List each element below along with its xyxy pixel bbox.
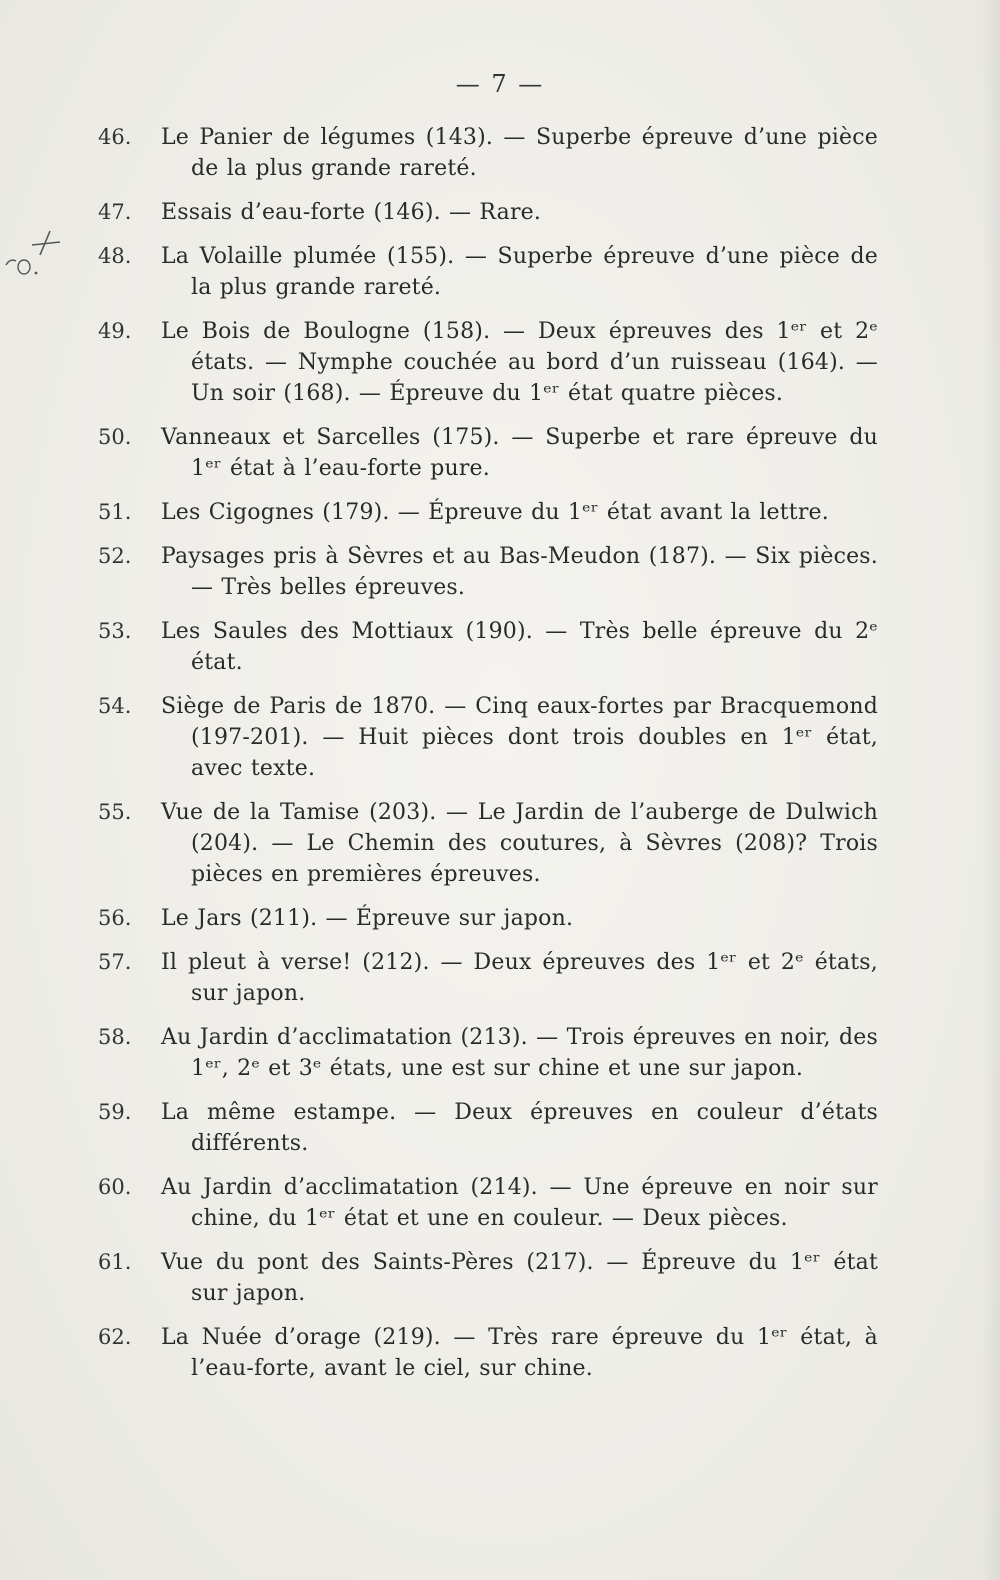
page-number: — 7 — <box>455 70 545 98</box>
entry-number: 50. <box>98 425 132 449</box>
catalog-entry <box>98 497 878 528</box>
entry-number: 59. <box>98 1100 132 1124</box>
entry-text: Le Jars (211). — Épreuve sur japon. <box>161 906 574 931</box>
catalog-entry <box>98 241 878 303</box>
entry-text: Au Jardin d’acclimatation (213). — Trois épreuves en noir, des 1ᵉʳ, 2ᵉ et 3ᵉ états, une est sur chine et une sur japon. <box>161 1025 878 1081</box>
entry-number: 53. <box>98 619 132 643</box>
scan-edge-shadow <box>982 0 1000 1580</box>
entry-number: 55. <box>98 800 132 824</box>
entry-text: Le Panier de légumes (143). — Superbe épreuve d’une pièce de la plus grande rareté. <box>161 125 878 181</box>
entry-text: Paysages pris à Sèvres et au Bas-Meudon (187). — Six pièces. — Très belles épreuves. <box>161 544 878 600</box>
entry-number: 52. <box>98 544 132 568</box>
catalog-entry <box>98 197 878 228</box>
entry-number: 49. <box>98 319 132 343</box>
catalog-entry <box>98 1097 878 1159</box>
catalog-entry <box>98 1322 878 1384</box>
entry-number: 56. <box>98 906 132 930</box>
catalog-entry <box>98 797 878 890</box>
catalog-entries <box>98 122 878 1384</box>
entry-text: Au Jardin d’acclimatation (214). — Une épreuve en noir sur chine, du 1ᵉʳ état et une en couleur. — Deux pièces. <box>161 1175 878 1231</box>
handwritten-margin-annotation <box>2 225 82 285</box>
entry-number: 46. <box>98 125 132 149</box>
entry-number: 54. <box>98 694 132 718</box>
catalog-entry <box>98 691 878 784</box>
entry-text: La Nuée d’orage (219). — Très rare épreuve du 1ᵉʳ état, à l’eau-forte, avant le ciel, sur chine. <box>161 1325 878 1381</box>
entry-text: Essais d’eau-forte (146). — Rare. <box>161 200 542 225</box>
entry-text: La même estampe. — Deux épreuves en couleur d’états différents. <box>161 1100 878 1156</box>
entry-text: Il pleut à verse! (212). — Deux épreuves des 1ᵉʳ et 2ᵉ états, sur japon. <box>161 950 878 1006</box>
catalog-entry <box>98 541 878 603</box>
catalog-entry <box>98 903 878 934</box>
entry-number: 60. <box>98 1175 132 1199</box>
catalog-entry <box>98 316 878 409</box>
entry-text: La Volaille plumée (155). — Superbe épreuve d’une pièce de la plus grande rareté. <box>161 244 878 300</box>
entry-number: 58. <box>98 1025 132 1049</box>
entry-text: Les Cigognes (179). — Épreuve du 1ᵉʳ état avant la lettre. <box>161 500 829 525</box>
catalog-entry <box>98 122 878 184</box>
catalog-entry <box>98 1022 878 1084</box>
catalog-entry <box>98 1172 878 1234</box>
catalog-entry <box>98 1247 878 1309</box>
catalog-entry <box>98 947 878 1009</box>
entry-text: Vue de la Tamise (203). — Le Jardin de l’auberge de Dulwich (204). — Le Chemin des coutures, à Sèvres (208)? Trois pièces en premières épreuves. <box>161 800 878 887</box>
entry-number: 47. <box>98 200 132 224</box>
catalog-entry <box>98 616 878 678</box>
entry-text: Siège de Paris de 1870. — Cinq eaux-fortes par Bracquemond (197-201). — Huit pièces dont trois doubles en 1ᵉʳ état, avec texte. <box>161 694 878 781</box>
entry-text: Le Bois de Boulogne (158). — Deux épreuves des 1ᵉʳ et 2ᵉ états. — Nymphe couchée au bord d’un ruisseau (164). — Un soir (168). — Épreuve du 1ᵉʳ état quatre pièces. <box>161 319 878 406</box>
entry-number: 57. <box>98 950 132 974</box>
entry-number: 51. <box>98 500 132 524</box>
entry-text: Vue du pont des Saints-Pères (217). — Épreuve du 1ᵉʳ état sur japon. <box>161 1250 878 1306</box>
catalog-entry <box>98 422 878 484</box>
entry-number: 48. <box>98 244 132 268</box>
entry-text: Les Saules des Mottiaux (190). — Très belle épreuve du 2ᵉ état. <box>161 619 878 675</box>
entry-number: 61. <box>98 1250 132 1274</box>
entry-text: Vanneaux et Sarcelles (175). — Superbe et rare épreuve du 1ᵉʳ état à l’eau-forte pure. <box>161 425 878 481</box>
entry-number: 62. <box>98 1325 132 1349</box>
